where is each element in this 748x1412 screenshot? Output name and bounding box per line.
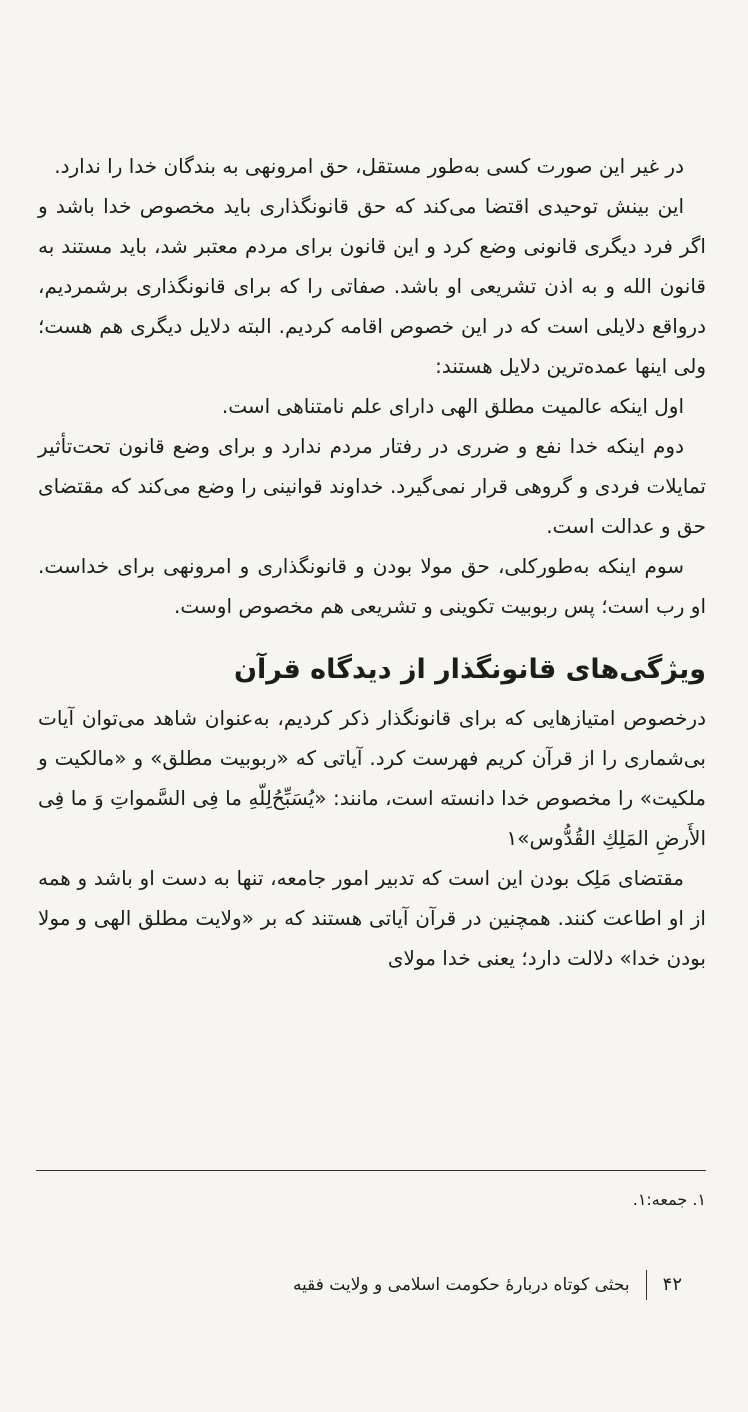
- page-number: ۴۲: [662, 1274, 682, 1295]
- footer-divider: [646, 1270, 647, 1300]
- paragraph: در غیر این صورت کسی به‌طور مستقل، حق امرونهی به بندگان خدا را ندارد.: [54, 154, 684, 178]
- section-heading: ویژگی‌های قانونگذار از دیدگاه قرآن: [234, 654, 706, 685]
- paragraph: سوم اینکه به‌طورکلی، حق مولا بودن و قانونگذاری و امرونهی برای خداست. او رب است؛ پس ربوبیت تکوینی و تشریعی هم مخصوص اوست.: [38, 554, 706, 618]
- paragraph: مقتضای مَلِک بودن این است که تدبیر امور جامعه، تنها به دست او باشد و همه از او اطاعت کنند. همچنین در قرآن آیاتی هستند که بر «ولایت مطلق الهی و مولا بودن خدا» دلالت دارد؛ یعنی خدا مولای: [38, 866, 706, 970]
- paragraph: درخصوص امتیازهایی که برای قانونگذار ذکر کردیم، به‌عنوان شاهد می‌توان آیات بی‌شماری را از قرآن کریم فهرست کرد. آیاتی که «ربوبیت مطلق» و «مالکیت و ملکیت» را مخصوص خدا دانسته است، مانند: «یُسَبِّحُ‌لِلّهِ ما فِی السَّمواتِ وَ ما فِی الأَرضِ المَلِكِ القُدُّوس»۱: [38, 706, 706, 850]
- page-body: [38, 146, 706, 978]
- paragraph: اول اینکه عالمیت مطلق الهی دارای علم نامتناهی است.: [221, 394, 684, 418]
- paragraph: دوم اینکه خدا نفع و ضرری در رفتار مردم ندارد و برای وضع قانون تحت‌تأثیر تمایلات فردی و گروهی قرار نمی‌گیرد. خداوند قوانینی را وضع می‌کند که مقتضای حق و عدالت است.: [38, 434, 706, 538]
- page-footer: [293, 1270, 682, 1300]
- paragraph: این بینش توحیدی اقتضا می‌کند که حق قانونگذاری باید مخصوص خدا باشد و اگر فرد دیگری قانونی وضع کرد و این قانون برای مردم معتبر شد، باید مستند به قانون الله و به اذن تشریعی او باشد. صفاتی را که برای قانونگذاری برشمردیم، درواقع دلایلی است که در این خصوص اقامه کردیم. البته دلایل دیگری هم هست؛ ولی اینها عمده‌ترین دلایل هستند:: [38, 194, 706, 378]
- running-title: بحثی کوتاه دربارهٔ حکومت اسلامی و ولایت فقیه: [292, 1275, 630, 1295]
- footnote-divider: [36, 1170, 706, 1171]
- footnote: ۱. جمعه:۱.: [632, 1190, 706, 1209]
